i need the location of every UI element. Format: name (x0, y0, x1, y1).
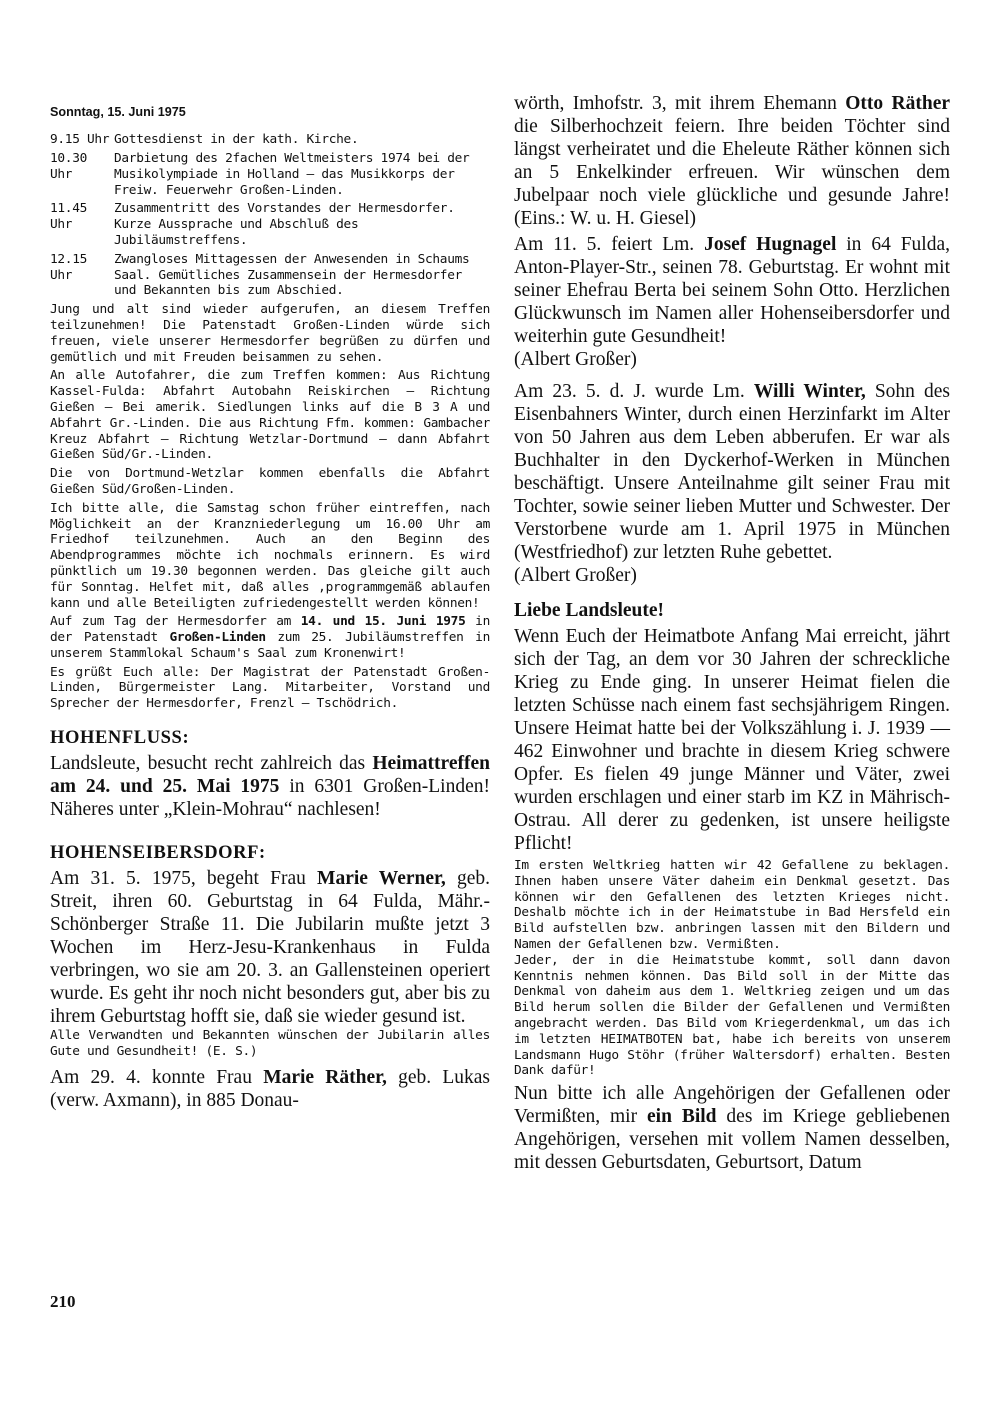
text-run: Am 31. 5. 1975, begeht Frau (50, 868, 318, 890)
paragraph-hohenfluss (50, 752, 490, 821)
bold-name: Marie Räther, (263, 1066, 387, 1088)
text-run: Landsleute, besucht recht zahlreich das (50, 753, 373, 775)
bold-name: Otto Räther (845, 93, 950, 114)
schedule-item (50, 201, 490, 248)
paragraph-heimatstube: Jeder, der in die Heimatstube kommt, soll dann davon Kenntnis nehmen können. Das Bild soll in der Mitte das Denkmal von daheim aus dem 1. Weltkrieg zeigen und um das Bild herum sollen die Bilder der Gefallenen und Vermißten angebracht werden. Das Bild vom Kriegerdenkmal, um das ich im letzten HEIMATBOTEN bat, habe ich bereits von unserem Landsmann Hugo Stöhr (früher Waltersdorf) erhalten. Besten Dank dafür! (514, 952, 950, 1079)
paragraph-auf-zum-tag (50, 614, 490, 661)
paragraph-dortmund: Die von Dortmund-Wetzlar kommen ebenfalls die Abfahrt Gießen Süd/Großen-Linden. (50, 466, 490, 497)
date-header: Sonntag, 15. Juni 1975 (50, 104, 186, 119)
text-run: Am 23. 5. d. J. wurde Lm. (514, 381, 754, 402)
bold-name: Marie Werner, (317, 868, 446, 890)
paragraph-werner (50, 867, 490, 1028)
paragraph-liebe-landsleute: Wenn Euch der Heimatbote Anfang Mai erreicht, jährt sich der Tag, an dem vor 30 Jahren der schreckliche Krieg zu Ende ging. In unserer Heimat fielen die letzten Schüsse nach einem fast sechsjährigem Ringen. Unsere Heimat hatte bei der Volkszählung i. J. 1939 — 462 Einwohner und brachte in diesem Krieg schwere Opfer. Es fielen 49 junge Männer und Väter, zwei wurden erschlagen und einer starb im KZ in Mährisch-Ostrau. All derer zu gedenken, ist unsere heiligste Pflicht! (514, 626, 950, 854)
text-run: geb. Lukas (verw. Axmann), in 885 Donau- (50, 1066, 490, 1111)
signature: (Albert Großer) (514, 565, 637, 586)
right-column (514, 92, 950, 1174)
text-run: in der Patenstadt (50, 614, 490, 646)
text-run: geb. Streit, ihren 60. Geburtstag in 64 Fulda, Mähr.-Schönberger Straße 11. Die Jubilarin mußte jetzt 3 Wochen im Herz-Jesu-Krankenhaus in Fulda verbringen, wo sie am 20. 3. an Gallensteinen operiert wurde. Es geht ihr noch nicht besonders gut, aber bis zu ihrem Geburtstag hofft sie, daß sie wieder gesund ist. (50, 868, 490, 1028)
paragraph-werner-wishes: Alle Verwandten und Bekannten wünschen der Jubilarin alles Gute und Gesundheit! (E. S.) (50, 1028, 490, 1059)
paragraph-hugnagel (514, 233, 950, 348)
schedule-text: Gottesdienst in der kath. Kirche. (114, 132, 359, 148)
schedule-item (50, 151, 490, 198)
schedule-text: Zwangloses Mittagessen der Anwesenden in Schaums Saal. Gemütliches Zusammensein der Hermesdorfer und Bekannten bis zum Abschied. (114, 251, 470, 299)
schedule-item (50, 252, 490, 299)
text-run: die Silberhochzeit feiern. Ihre beiden Töchter sind längst verheiratet und die Eheleute Räther können sich an 5 Enkelkinder erfreuen. Wir wünschen dem Jubelpaar noch viele glückliche und gesunde Jahre! (Eins.: W. u. H. Giesel) (514, 116, 950, 229)
signature: (Albert Großer) (514, 349, 637, 370)
text-run: Am 29. 4. konnte Frau (50, 1066, 264, 1088)
schedule-item (50, 132, 490, 148)
section-heading-hohenfluss: HOHENFLUSS: (50, 728, 190, 749)
bold-name: Josef Hugnagel (704, 234, 837, 255)
bold-event: Heimattreffen am 24. und 25. Mai 1975 (50, 753, 490, 798)
text-run: zum 25. Jubiläumstreffen in unserem Stammlokal Schaum's Saal zum Kronenwirt! (50, 630, 490, 661)
section-heading-hohenseibersdorf: HOHENSEIBERSDORF: (50, 843, 266, 864)
paragraph-bitte-bild (514, 1082, 950, 1174)
bold-name: Willi Winter, (753, 381, 866, 402)
page-number: 210 (50, 1292, 76, 1311)
bold-phrase: ein Bild (647, 1106, 717, 1128)
schedule-time: 9.15 Uhr (50, 132, 110, 148)
paragraph-raether (50, 1066, 490, 1112)
schedule-time: 11.45 Uhr (50, 201, 88, 233)
paragraph-weltkrieg: Im ersten Weltkrieg hatten wir 42 Gefallene zu beklagen. Ihnen haben unsere Väter daheim ein Denkmal gesetzt. Das können wir den Gefallenen des letzten Krieges nicht. Deshalb möchte ich in der Heimatstube in Bad Hersfeld ein Bild aufstellen bzw. anbringen lassen mit den Bildern und Namen der Gefallenen bzw. Vermißten. (514, 858, 950, 952)
schedule-text: Zusammentritt des Vorstandes der Hermesdorfer. Kurze Aussprache und Abschluß des Jubiläumstreffens. (114, 201, 455, 248)
event-schedule (50, 132, 490, 299)
paragraph-gruss: Es grüßt Euch alle: Der Magistrat der Patenstadt Großen-Linden, Bürgermeister Lang. Mitarbeiter, Vorstand und Sprecher der Hermesdorfer, Frenzl – Tschödrich. (50, 664, 490, 712)
left-column (50, 92, 490, 1112)
bold-date: 14. und 15. Juni 1975 (300, 614, 466, 630)
schedule-time: 10.30 Uhr (50, 150, 88, 182)
text-run: wörth, Imhofstr. 3, mit ihrem Ehemann (514, 93, 846, 114)
text-run: des im Kriege gebliebenen Angehörigen, versehen mit vollem Namen desselben, mit dessen Geburtsdaten, Geburtsort, Datum (514, 1106, 950, 1174)
bold-place: Großen-Linden (169, 630, 266, 646)
text-run: Am 11. 5. feiert Lm. (514, 234, 705, 255)
text-run: in 64 Fulda, Anton-Player-Str., seinen 78. Geburtstag. Er wohnt mit seiner Ehefrau Berta bei seinem Sohn Otto. Herzlichen Glückwunsch im Namen aller Hohenseibersdorfer und weiterhin gute Gesundheit! (514, 234, 950, 347)
schedule-time: 12.15 Uhr (50, 251, 88, 283)
text-run: Nun bitte ich alle Angehörigen der Gefallenen oder Vermißten, mir (514, 1083, 950, 1128)
paragraph-bitte: Ich bitte alle, die Samstag schon früher eintreffen, nach Möglichkeit an der Kranzniederlegung um 16.00 Uhr am Friedhof teilzunehmen. Auch an den Beginn des Abendprogrammes möchte ich nochmals erinnern. Es wird pünktlich um 19.30 begonnen werden. Das gleiche gilt auch für Sonntag. Helfet mit, daß alles ‚programmgemäß ablaufen kann und alle Beteiligten zufriedengestellt werden können! (50, 500, 490, 611)
paragraph-jung-und-alt: Jung und alt sind wieder aufgerufen, an diesem Treffen teilzunehmen! Die Patenstadt Großen-Linden würde sich freuen, viele unserer Hermesdorfer begrüßen zu dürfen und gemütlich und mit Freuden beisammen zu sehen. (50, 302, 490, 365)
text-run: in 6301 Großen-Linden! Näheres unter „Klein-Mohrau“ nachlesen! (50, 776, 491, 821)
liebe-landsleute-heading: Liebe Landsleute! (514, 600, 665, 621)
text-run: Sohn des Eisenbahners Winter, durch einen Herzinfarkt im Alter von 50 Jahren aus dem Leben abberufen. Er war als Buchhalter in den Dyckerhof-Werken in München beschäftigt. Unsere Anteilnahme gilt seiner Frau mit Tochter, sowie seiner lieben Mutter und Schwester. Der Verstorbene wurde am 1. April 1975 in München (Westfriedhof) zur letzten Ruhe gebettet. (514, 381, 951, 563)
paragraph-winter (514, 380, 950, 564)
paragraph-raether-continued (514, 92, 950, 230)
text-run: Auf zum Tag der Hermesdorfer am (50, 614, 301, 630)
schedule-text: Darbietung des 2fachen Weltmeisters 1974 bei der Musikolympiade in Holland – das Musikkorps der Freiw. Feuerwehr Großen-Linden. (114, 150, 470, 198)
paragraph-autofahrer: An alle Autofahrer, die zum Treffen kommen: Aus Richtung Kassel-Fulda: Abfahrt Autobahn Reiskirchen – Richtung Gießen – Bei amerik. Siedlungen links auf die B 3 A und Abfahrt Gr.-Linden. Die aus Richtung Ffm. kommen: Gambacher Kreuz Abfahrt – Richtung Wetzlar-Dortmund – dann Abfahrt Gießen Süd/Gr.-Linden. (50, 368, 490, 463)
